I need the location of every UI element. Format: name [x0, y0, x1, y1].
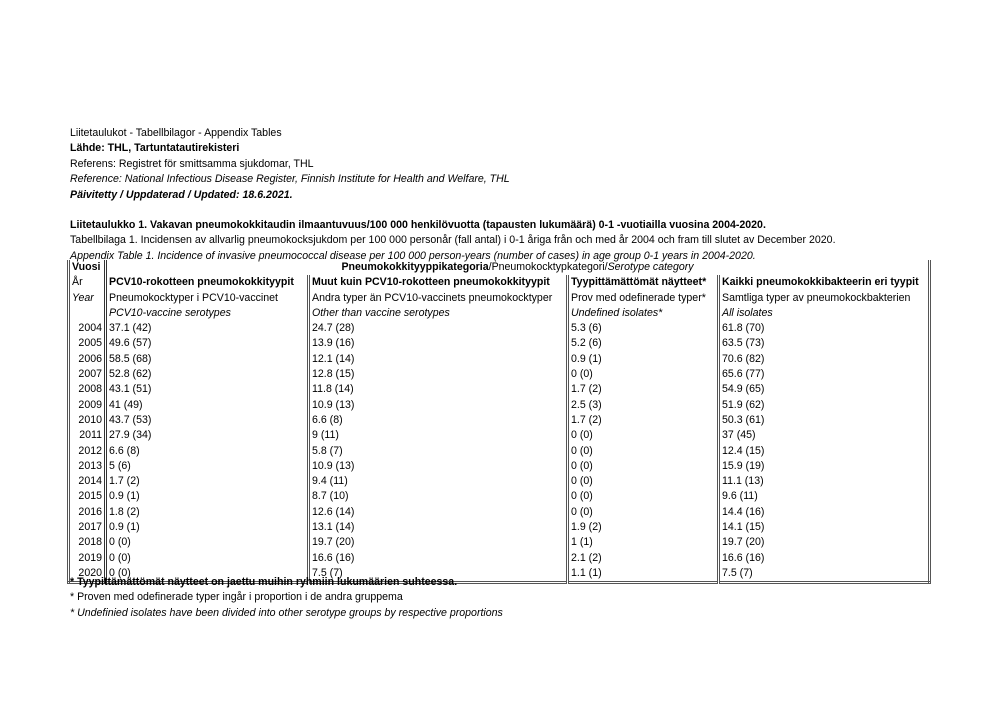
year-header-en: Year — [72, 291, 94, 304]
table-row — [69, 505, 930, 520]
category-header-fi: Pneumokokkityyppikategoria — [341, 261, 489, 273]
col-header-fi: Kaikki pneumokokkibakteerin eri tyypit — [719, 275, 930, 290]
year-cell: 2011 — [79, 429, 102, 442]
year-cell: 2007 — [78, 368, 102, 381]
table-row — [69, 413, 930, 428]
value-cell: 6.6 (8) — [309, 413, 568, 428]
document-header — [70, 126, 836, 264]
value-cell: 1.7 (2) — [568, 382, 719, 397]
value-cell: 0.9 (1) — [106, 520, 309, 535]
col-header-en: Undefined isolates* — [568, 306, 719, 321]
year-cell: 2014 — [78, 475, 102, 488]
table-row — [69, 535, 930, 550]
col-header-fi: Tyypittämättömät näytteet* — [568, 275, 719, 290]
value-cell: 0 (0) — [568, 367, 719, 382]
table-row — [69, 489, 930, 504]
table-row — [69, 459, 930, 474]
value-cell: 15.9 (19) — [719, 459, 930, 474]
value-cell: 19.7 (20) — [309, 535, 568, 550]
value-cell: 51.9 (62) — [719, 398, 930, 413]
year-cell: 2006 — [78, 352, 102, 365]
value-cell: 58.5 (68) — [106, 352, 309, 367]
value-cell: 0 (0) — [568, 489, 719, 504]
value-cell: 1.8 (2) — [106, 505, 309, 520]
year-cell: 2017 — [78, 521, 102, 534]
value-cell: 7.5 (7) — [719, 566, 930, 583]
col-header-sv: Pneumokocktyper i PCV10-vaccinet — [106, 291, 309, 306]
header-row-fi — [69, 275, 930, 290]
appendix-line: Liitetaulukot - Tabellbilagor - Appendix Tables — [70, 127, 282, 139]
value-cell: 1.1 (1) — [568, 566, 719, 583]
value-cell: 11.8 (14) — [309, 382, 568, 397]
table-title-sv: Tabellbilaga 1. Incidensen av allvarlig pneumokocksjukdom per 100 000 personår (fall antal) i 0-1 åriga från och med år 2004 och fram till slutet av December 2020. — [70, 234, 836, 247]
value-cell: 10.9 (13) — [309, 398, 568, 413]
value-cell: 8.7 (10) — [309, 489, 568, 504]
value-cell: 27.9 (34) — [106, 428, 309, 443]
col-header-en: Other than vaccine serotypes — [309, 306, 568, 321]
value-cell: 1.7 (2) — [568, 413, 719, 428]
year-cell: 2012 — [78, 444, 102, 457]
value-cell: 0 (0) — [568, 474, 719, 489]
footnote-en: * Undefinied isolates have been divided into other serotype groups by respective proportions — [70, 606, 503, 619]
value-cell: 2.1 (2) — [568, 551, 719, 566]
year-header-fi: Vuosi — [72, 261, 101, 273]
table-row — [69, 367, 930, 382]
incidence-table — [67, 260, 931, 584]
value-cell: 11.1 (13) — [719, 474, 930, 489]
category-header-sv: /Pneumokocktypkategori/ — [488, 261, 608, 273]
value-cell: 1.7 (2) — [106, 474, 309, 489]
value-cell: 0.9 (1) — [106, 489, 309, 504]
year-cell: 2005 — [78, 337, 102, 350]
table-row — [69, 398, 930, 413]
table-row — [69, 444, 930, 459]
value-cell: 0 (0) — [106, 551, 309, 566]
reference-en: Reference: National Infectious Disease Register, Finnish Institute for Health and Welfare, THL — [70, 173, 510, 186]
col-header-sv: Samtliga typer av pneumokockbakterien — [719, 291, 930, 306]
value-cell: 12.1 (14) — [309, 352, 568, 367]
value-cell: 12.4 (15) — [719, 444, 930, 459]
value-cell: 0.9 (1) — [568, 352, 719, 367]
value-cell: 0 (0) — [568, 459, 719, 474]
table-row — [69, 474, 930, 489]
value-cell: 19.7 (20) — [719, 535, 930, 550]
col-header-fi: PCV10-rokotteen pneumokokkityypit — [106, 275, 309, 290]
category-header-en: Serotype category — [607, 261, 694, 273]
value-cell: 65.6 (77) — [719, 367, 930, 382]
footnote-sv: * Proven med odefinerade typer ingår i proportion i de andra gruppema — [70, 591, 403, 604]
value-cell: 5.3 (6) — [568, 321, 719, 336]
year-cell: 2010 — [78, 413, 102, 426]
col-header-en: All isolates — [719, 306, 930, 321]
value-cell: 52.8 (62) — [106, 367, 309, 382]
table-title-fi: Liitetaulukko 1. Vakavan pneumokokkitaudin ilmaantuvuus/100 000 henkilövuotta (tapausten lukumäärä) 0-1 -vuotiailla vuosina 2004-2020. — [70, 218, 766, 231]
table-row — [69, 321, 930, 336]
value-cell: 63.5 (73) — [719, 336, 930, 351]
value-cell: 0 (0) — [568, 428, 719, 443]
value-cell: 16.6 (16) — [309, 551, 568, 566]
updated-line: Päivitetty / Uppdaterad / Updated: 18.6.2021. — [70, 188, 293, 201]
table-row — [69, 428, 930, 443]
value-cell: 50.3 (61) — [719, 413, 930, 428]
category-header — [106, 260, 930, 275]
header-row-sv — [69, 291, 930, 306]
value-cell: 14.1 (15) — [719, 520, 930, 535]
value-cell: 12.6 (14) — [309, 505, 568, 520]
value-cell: 0 (0) — [106, 535, 309, 550]
value-cell: 13.1 (14) — [309, 520, 568, 535]
value-cell: 5.8 (7) — [309, 444, 568, 459]
value-cell: 41 (49) — [106, 398, 309, 413]
value-cell: 10.9 (13) — [309, 459, 568, 474]
table-row — [69, 382, 930, 397]
value-cell: 5.2 (6) — [568, 336, 719, 351]
value-cell: 54.9 (65) — [719, 382, 930, 397]
footnotes — [70, 575, 503, 621]
year-cell: 2019 — [78, 551, 102, 564]
value-cell: 12.8 (15) — [309, 367, 568, 382]
year-cell: 2018 — [78, 536, 102, 549]
value-cell: 7.5 (7) — [309, 566, 568, 583]
value-cell: 49.6 (57) — [106, 336, 309, 351]
value-cell: 2.5 (3) — [568, 398, 719, 413]
table-row — [69, 352, 930, 367]
table-title-en: Appendix Table 1. Incidence of invasive pneumococcal disease per 100 000 person-years (number of cases) in age group 0-1 years in 2004-2020. — [70, 249, 756, 262]
year-cell: 2020 — [78, 566, 102, 579]
table-row — [69, 520, 930, 535]
year-cell: 2008 — [78, 383, 102, 396]
value-cell: 70.6 (82) — [719, 352, 930, 367]
value-cell: 43.7 (53) — [106, 413, 309, 428]
footnote-fi: * Tyypittämättömät näytteet on jaettu muihin ryhmiin lukumäärien suhteessa. — [70, 576, 458, 588]
value-cell: 37.1 (42) — [106, 321, 309, 336]
year-header-sv: År — [72, 276, 83, 289]
value-cell: 6.6 (8) — [106, 444, 309, 459]
value-cell: 16.6 (16) — [719, 551, 930, 566]
header-row-category — [69, 260, 930, 275]
value-cell: 1.9 (2) — [568, 520, 719, 535]
value-cell: 0 (0) — [568, 444, 719, 459]
col-header-fi: Muut kuin PCV10-rokotteen pneumokokkityypit — [309, 275, 568, 290]
value-cell: 9.6 (11) — [719, 489, 930, 504]
table-row — [69, 551, 930, 566]
year-cell: 2004 — [78, 322, 102, 335]
header-row-en — [69, 306, 930, 321]
value-cell: 43.1 (51) — [106, 382, 309, 397]
year-cell: 2016 — [78, 505, 102, 518]
value-cell: 37 (45) — [719, 428, 930, 443]
year-cell: 2015 — [78, 490, 102, 503]
value-cell: 0 (0) — [106, 566, 309, 583]
value-cell: 61.8 (70) — [719, 321, 930, 336]
reference-sv: Referens: Registret för smittsamma sjukdomar, THL — [70, 157, 314, 170]
col-header-sv: Prov med odefinerade typer* — [568, 291, 719, 306]
source-line: Lähde: THL, Tartuntatautirekisteri — [70, 142, 240, 155]
value-cell: 24.7 (28) — [309, 321, 568, 336]
value-cell: 5 (6) — [106, 459, 309, 474]
value-cell: 9.4 (11) — [309, 474, 568, 489]
col-header-sv: Andra typer än PCV10-vaccinets pneumokocktyper — [309, 291, 568, 306]
year-cell: 2009 — [78, 398, 102, 411]
value-cell: 1 (1) — [568, 535, 719, 550]
year-cell: 2013 — [78, 459, 102, 472]
value-cell: 13.9 (16) — [309, 336, 568, 351]
table-row — [69, 336, 930, 351]
value-cell: 9 (11) — [309, 428, 568, 443]
value-cell: 14.4 (16) — [719, 505, 930, 520]
value-cell: 0 (0) — [568, 505, 719, 520]
col-header-en: PCV10-vaccine serotypes — [106, 306, 309, 321]
